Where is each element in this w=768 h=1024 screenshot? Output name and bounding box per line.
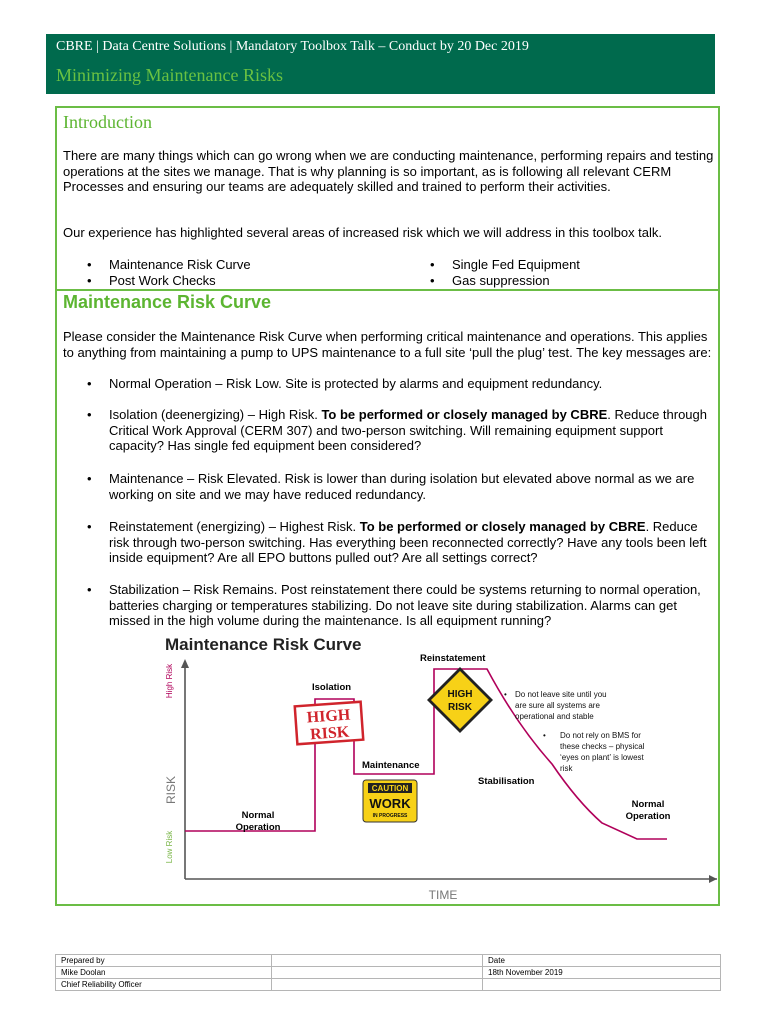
annotation-note-1 bbox=[504, 690, 607, 721]
phase-maintenance-label: Maintenance bbox=[362, 760, 420, 771]
risk-message-list bbox=[63, 519, 715, 566]
svg-text:HIGH: HIGH bbox=[447, 689, 473, 700]
phase-normal-label: Operation bbox=[235, 822, 281, 833]
svg-text:•: • bbox=[504, 690, 507, 699]
svg-text:‘eyes on plant’ is lowest: ‘eyes on plant’ is lowest bbox=[560, 753, 644, 762]
svg-text:Do not leave site until you: Do not leave site until you bbox=[515, 690, 607, 699]
document-date: 18th November 2019 bbox=[483, 967, 721, 979]
risk-message-isolation: • Isolation (deenergizing) – High Risk. To be performed or closely managed by CBRE. Reduce through Critical Work Approval (CERM 307) and two-person switching. Will remaining equipment support capacity? Has single fed equipment been considered? bbox=[63, 407, 715, 454]
list-item: • Post Work Checks bbox=[63, 273, 251, 289]
header-title: CBRE | Data Centre Solutions | Mandatory Toolbox Talk – Conduct by 20 Dec 2019 bbox=[56, 39, 529, 54]
low-risk-axis-label: Low Risk bbox=[165, 830, 174, 864]
risk-message-reinstatement: • Reinstatement (energizing) – Highest Risk. To be performed or closely managed by CBRE. Reduce risk through two-person switching. Has everything been reconnected correctly? Have any tools been left inside equipment? Are all EPO buttons pulled out? Are all settings correct? bbox=[63, 519, 715, 566]
risk-curve-diagram bbox=[157, 633, 717, 905]
prepared-by-label: Prepared by bbox=[56, 955, 272, 967]
header-subtitle: Minimizing Maintenance Risks bbox=[56, 65, 283, 85]
svg-text:these checks – physical: these checks – physical bbox=[560, 742, 645, 751]
list-item: • Maintenance Risk Curve bbox=[63, 257, 251, 273]
y-axis-arrow-icon bbox=[181, 659, 189, 668]
risk-message-maintenance: • Maintenance – Risk Elevated. Risk is lower than during isolation but elevated above normal as we are working on site and we may have reduced redundancy. bbox=[63, 471, 715, 502]
svg-text:operational and stable: operational and stable bbox=[515, 712, 594, 721]
risk-message-normal: • Normal Operation – Risk Low. Site is protected by alarms and equipment redundancy. bbox=[63, 376, 715, 392]
topic-list-left bbox=[63, 257, 251, 289]
table-row bbox=[56, 967, 721, 979]
high-risk-axis-label: High Risk bbox=[165, 663, 174, 699]
high-risk-stamp-icon bbox=[295, 702, 363, 745]
y-axis-label: RISK bbox=[164, 775, 178, 805]
risk-message-list bbox=[63, 407, 715, 454]
list-item: • Single Fed Equipment bbox=[406, 257, 580, 273]
phase-isolation-label: Isolation bbox=[312, 682, 352, 693]
date-label: Date bbox=[483, 955, 721, 967]
phase-normal-label: Normal bbox=[241, 810, 275, 821]
phase-stabilisation-label: Stabilisation bbox=[478, 776, 535, 787]
author-name: Mike Doolan bbox=[56, 967, 272, 979]
risk-message-list bbox=[63, 471, 715, 502]
risk-curve-intro: Please consider the Maintenance Risk Curve when performing critical maintenance and operations. This applies to anything from maintaining a pump to UPS maintenance to a full site ‘pull the plug’ test. The key messages are: bbox=[63, 329, 712, 360]
document-footer-table bbox=[55, 954, 721, 991]
diagram-title: Maintenance Risk Curve bbox=[165, 635, 362, 654]
phase-normal-return-label: Normal bbox=[631, 799, 665, 810]
topic-list-right bbox=[406, 257, 580, 289]
svg-text:are sure all systems are: are sure all systems are bbox=[515, 701, 600, 710]
svg-text:Do not rely on BMS for: Do not rely on BMS for bbox=[560, 731, 641, 740]
introduction-paragraph-2: Our experience has highlighted several areas of increased risk which we will address in this toolbox talk. bbox=[63, 225, 663, 240]
svg-text:CAUTION: CAUTION bbox=[371, 784, 409, 793]
svg-text:RISK: RISK bbox=[448, 702, 472, 713]
table-row bbox=[56, 979, 721, 991]
svg-text:•: • bbox=[543, 731, 546, 740]
x-axis-label: TIME bbox=[428, 888, 458, 902]
phase-normal-return-label: Operation bbox=[625, 811, 671, 822]
svg-text:IN PROGRESS: IN PROGRESS bbox=[372, 813, 408, 819]
phase-reinstatement-label: Reinstatement bbox=[420, 653, 486, 664]
risk-curve-title: Maintenance Risk Curve bbox=[63, 292, 272, 312]
high-risk-diamond-sign-icon bbox=[427, 667, 493, 733]
annotation-note-2 bbox=[543, 731, 645, 773]
risk-curve-section bbox=[55, 289, 720, 906]
svg-text:WORK: WORK bbox=[369, 796, 411, 811]
document-header bbox=[46, 34, 715, 94]
introduction-title: Introduction bbox=[63, 112, 152, 132]
risk-message-stabilization: • Stabilization – Risk Remains. Post reinstatement there could be systems returning to normal operation, batteries charging or temperatures stabilizing. Do not leave site during stabilization. Alarms can get missed in the high volume during the maintenance. Is all equipment running? bbox=[63, 582, 715, 629]
risk-message-list bbox=[63, 582, 715, 629]
svg-text:risk: risk bbox=[560, 764, 573, 773]
author-role: Chief Reliability Officer bbox=[56, 979, 272, 991]
caution-work-badge-icon bbox=[363, 780, 417, 822]
list-item: • Gas suppression bbox=[406, 273, 580, 289]
introduction-paragraph-1: There are many things which can go wrong when we are conducting maintenance, performing repairs and testing operations at the sites we manage. That is why planning is so important, as is following all relevant CERM Processes and ensuring our teams are adequately skilled and trained to perform their activities. bbox=[63, 148, 714, 194]
svg-text:HIGH: HIGH bbox=[306, 706, 351, 727]
x-axis-arrow-icon bbox=[709, 875, 717, 883]
table-row bbox=[56, 955, 721, 967]
risk-message-list bbox=[63, 376, 715, 392]
svg-text:RISK: RISK bbox=[309, 723, 350, 744]
introduction-section bbox=[55, 106, 720, 291]
